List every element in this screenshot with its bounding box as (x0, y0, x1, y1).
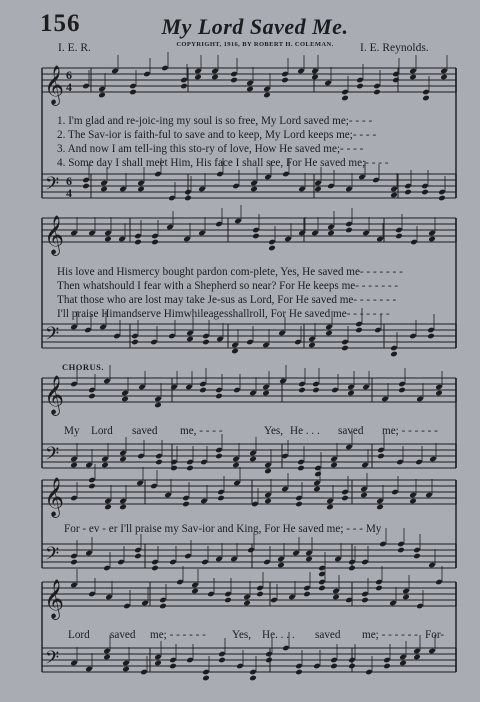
notehead (397, 547, 405, 554)
chorus-line-1-word: My (64, 425, 80, 437)
verse-1-line-1: 1. I'm glad and re-joic-ing my soul is so free, My Lord saved me;- - - - (57, 115, 373, 127)
notehead (122, 666, 130, 673)
notehead (217, 495, 225, 502)
notehead (249, 456, 257, 463)
notehead (377, 453, 385, 460)
notehead (330, 663, 338, 670)
notehead (169, 663, 177, 670)
notehead (137, 186, 145, 193)
notehead (356, 83, 364, 90)
notehead (404, 189, 412, 196)
verse-2-line-1: 2. The Sav-ior is faith-ful to save and to keep, My Lord keeps me;- - - - (57, 129, 377, 141)
notehead (230, 77, 238, 84)
chorus-line-3-word: me; - - - - - - (362, 629, 418, 641)
notehead (355, 327, 363, 334)
notehead (281, 77, 289, 84)
notehead (119, 456, 127, 463)
notehead (318, 585, 326, 592)
notehead (256, 591, 264, 598)
notehead (427, 333, 435, 340)
chorus-line-3-word: For- (425, 629, 445, 641)
notehead (375, 585, 383, 592)
notehead (224, 597, 232, 604)
lyricist-credit: I. E. R. (58, 42, 91, 54)
bass-clef-icon: 𝄢 (45, 324, 60, 349)
notehead (170, 465, 178, 472)
treble-clef-icon: 𝄞 (44, 215, 65, 255)
notehead (70, 559, 78, 566)
notehead (361, 597, 369, 604)
chorus-line-1-word: saved (132, 425, 158, 437)
notehead (348, 565, 356, 572)
notehead (264, 498, 272, 505)
notehead (435, 390, 443, 397)
notehead (383, 663, 391, 670)
notehead (186, 465, 194, 472)
hymn-number: 156 (40, 10, 81, 37)
notehead (409, 74, 417, 81)
notehead (250, 186, 258, 193)
notehead (151, 239, 159, 246)
bass-clef-icon: 𝄢 (45, 648, 60, 673)
notehead (422, 95, 430, 102)
notehead (191, 588, 199, 595)
notehead (252, 233, 260, 240)
verse-1-line-2: His love and Hismercy bought pardon com-plete, Yes, He saved me- - - - - - - (57, 266, 403, 278)
notehead (303, 591, 311, 598)
chorus-line-3-word: Lord (68, 629, 90, 641)
notehead (103, 654, 111, 661)
notehead (341, 345, 349, 352)
treble-clef-icon: 𝄞 (44, 375, 65, 415)
notehead (348, 663, 356, 670)
notehead (428, 236, 436, 243)
chorus-line-2: For - ev - er I'll praise my Sav-ior and King, For He saved me; - - - My (64, 523, 382, 535)
chorus-line-1-word: me; - - - - - - (382, 425, 438, 437)
chorus-line-3-word: me; - - - - - - (150, 629, 206, 641)
notehead (298, 387, 306, 394)
notehead (184, 195, 192, 202)
chorus-line-1-word: Yes, (264, 425, 284, 437)
chorus-line-3-word: saved (315, 629, 341, 641)
notehead (265, 657, 273, 664)
notehead (194, 74, 202, 81)
treble-clef-icon: 𝄞 (44, 65, 65, 105)
treble-clef-icon: 𝄞 (44, 579, 65, 619)
notehead (314, 471, 322, 478)
notehead (218, 657, 226, 664)
notehead (211, 74, 219, 81)
chorus-line-1-word: Lord (91, 425, 113, 437)
chorus-label: CHORUS. (62, 362, 104, 372)
chorus-line-3-word: Yes, (232, 629, 252, 641)
chorus-line-1-word: saved (338, 425, 364, 437)
notehead (134, 239, 142, 246)
notehead (199, 387, 207, 394)
verse-3-line-1: 3. And now I am tell-ing this sto-ry of love, How He saved me;- - - - (57, 143, 364, 155)
notehead (243, 600, 251, 607)
notehead (326, 504, 334, 511)
notehead (129, 89, 137, 96)
notehead (311, 74, 319, 81)
notehead (246, 86, 254, 93)
notehead (159, 603, 167, 610)
notehead (119, 504, 127, 511)
verse-3-line-2: That those who are lost may take Je-sus as Lord, For He saved me- - - - - - - (57, 294, 397, 306)
notehead (154, 402, 162, 409)
notehead (263, 92, 271, 99)
verse-2-line-2: Then whatshould I fear with a Shepherd so near? For He keeps me- - - - - - - (57, 280, 399, 292)
time-signature-bottom: 4 (66, 80, 72, 94)
time-signature-bottom: 4 (66, 186, 72, 200)
notehead (104, 236, 112, 243)
notehead (398, 387, 406, 394)
time-signature-top: 6 (66, 68, 72, 82)
notehead (360, 492, 368, 499)
notehead (390, 192, 398, 199)
notehead (249, 675, 257, 682)
notehead (155, 459, 163, 466)
notehead (268, 245, 276, 252)
notehead (131, 339, 139, 346)
notehead (395, 233, 403, 240)
notehead (330, 462, 338, 469)
notehead (70, 462, 78, 469)
notehead (295, 501, 303, 508)
notehead (314, 186, 322, 193)
notehead (202, 675, 210, 682)
treble-clef-icon: 𝄞 (44, 477, 65, 517)
notehead (151, 565, 159, 572)
notehead (215, 453, 223, 460)
notehead (98, 92, 106, 99)
chorus-line-1-word: me, - - - - (180, 425, 223, 437)
notehead (341, 495, 349, 502)
notehead (232, 462, 240, 469)
verse-4-line-2: I'll praise Himandserve Himwhileagesshallroll, For He saved me- - - - - - - (57, 308, 390, 320)
notehead (421, 189, 429, 196)
copyright-notice: COPYRIGHT, 1916, BY ROBERT H. COLEMAN. (176, 41, 334, 48)
composer-credit: I. E. Reynolds. (360, 42, 429, 54)
bass-clef-icon: 𝄢 (45, 544, 60, 569)
notehead (347, 390, 355, 397)
notehead (297, 465, 305, 472)
notehead (82, 183, 90, 190)
notehead (305, 556, 313, 563)
notehead (202, 339, 210, 346)
notehead (373, 89, 381, 96)
notehead (413, 553, 421, 560)
notehead (101, 462, 109, 469)
notehead (277, 562, 285, 569)
notehead (345, 227, 353, 234)
notehead (308, 342, 316, 349)
notehead (215, 393, 223, 400)
notehead (438, 195, 446, 202)
bass-clef-icon: 𝄢 (45, 444, 60, 469)
notehead (262, 390, 270, 397)
notehead (104, 504, 112, 511)
notehead (332, 594, 340, 601)
notehead (327, 230, 335, 237)
notehead (182, 501, 190, 508)
notehead (325, 330, 333, 337)
chorus-line-3-word: He. . . . (262, 629, 295, 641)
notehead (264, 468, 272, 475)
notehead (100, 186, 108, 193)
notehead (121, 396, 129, 403)
verse-4-line-1: 4. Some day I shall meet Him, His face I shall see, For He saved me;- - - - (57, 157, 389, 169)
hymn-title: My Lord Saved Me. (161, 14, 349, 39)
notehead (402, 594, 410, 601)
notehead (409, 498, 417, 505)
notehead (180, 83, 188, 90)
notehead (376, 504, 384, 511)
notehead (341, 95, 349, 102)
time-signature-top: 6 (66, 174, 72, 188)
chorus-line-3-word: saved (110, 629, 136, 641)
notehead (399, 660, 407, 667)
notehead (392, 77, 400, 84)
notehead (413, 654, 421, 661)
notehead (134, 553, 142, 560)
notehead (313, 486, 321, 493)
chorus-line-1-word: He . . . (290, 425, 320, 437)
notehead (295, 669, 303, 676)
notehead (186, 336, 194, 343)
notehead (440, 74, 448, 81)
notehead (88, 483, 96, 490)
notehead (312, 387, 320, 394)
notehead (231, 348, 239, 355)
notehead (390, 351, 398, 358)
bass-clef-icon: 𝄢 (45, 174, 60, 199)
notehead (154, 660, 162, 667)
notehead (88, 393, 96, 400)
